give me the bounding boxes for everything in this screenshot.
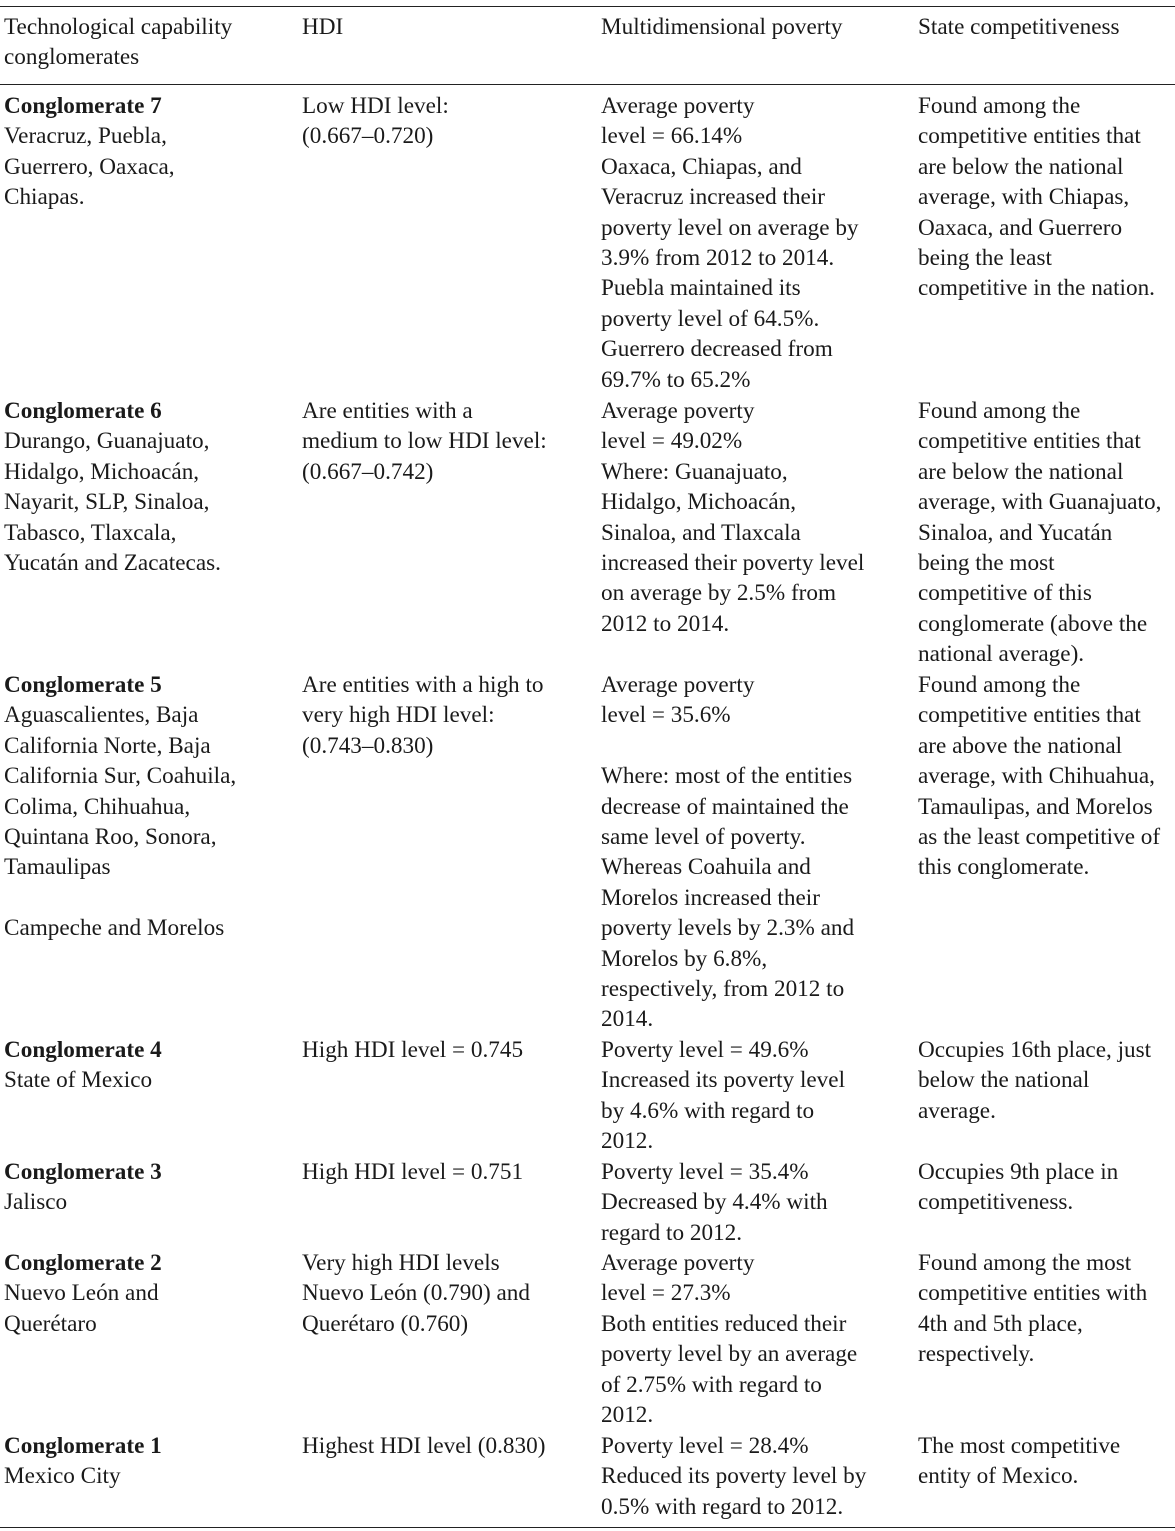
table-row-conglomerate-4-poverty: Poverty level = 49.6% Increased its poverty level by 4.6% with regard to 2012. xyxy=(601,1037,846,1155)
table-row-conglomerate-2-competitiveness: Found among the most competitive entities with 4th and 5th place, respectively. xyxy=(918,1250,1148,1368)
header-technological-capability: Technological capability conglomerates xyxy=(4,14,233,71)
table-bottom-rule xyxy=(0,1527,1175,1528)
row-title: Conglomerate 7 xyxy=(4,93,162,119)
table-row-conglomerate-5-hdi: Are entities with a high to very high HDI level: (0.743–0.830) xyxy=(302,672,544,759)
table-row-conglomerate-1-poverty: Poverty level = 28.4% Reduced its poverty level by 0.5% with regard to 2012. xyxy=(601,1433,867,1520)
header-state-competitiveness: State competitiveness xyxy=(918,14,1120,40)
table-row-conglomerate-3-poverty: Poverty level = 35.4% Decreased by 4.4% with regard to 2012. xyxy=(601,1159,828,1246)
row-title: Conglomerate 6 xyxy=(4,398,162,424)
table-row-conglomerate-7-states: Conglomerate 7 Veracruz, Puebla, Guerrero, Oaxaca, Chiapas. xyxy=(4,91,289,213)
table-row-conglomerate-1-states: Conglomerate 1 Mexico City xyxy=(4,1431,289,1492)
table-row-conglomerate-2-states: Conglomerate 2 Nuevo León and Querétaro xyxy=(4,1248,289,1339)
table-row-conglomerate-5-poverty: Average poverty level = 35.6% Where: most of the entities decrease of maintained the same level of poverty. Whereas Coahuila and Morelos increased their poverty levels by 2.3% and Morelos by 6.8%, respectively, from 2012 to 2014. xyxy=(601,672,855,1033)
table-row-conglomerate-5-states: Conglomerate 5 Aguascalientes, Baja California Norte, Baja California Sur, Coahuila, Colima, Chihuahua, Quintana Roo, Sonora, Tamaulipas Campeche and Morelos xyxy=(4,670,289,944)
table-row-conglomerate-5-competitiveness: Found among the competitive entities that are above the national average, with Chihuahua, Tamaulipas, and Morelos as the least competitive of this conglomerate. xyxy=(918,672,1161,881)
table-row-conglomerate-3-hdi: High HDI level = 0.751 xyxy=(302,1159,524,1185)
row-title: Conglomerate 5 xyxy=(4,672,162,698)
table-row-conglomerate-4-hdi: High HDI level = 0.745 xyxy=(302,1037,524,1063)
table-row-conglomerate-2-hdi: Very high HDI levels Nuevo León (0.790) and Querétaro (0.760) xyxy=(302,1250,530,1337)
row-title: Conglomerate 3 xyxy=(4,1159,162,1185)
table-row-conglomerate-4-states: Conglomerate 4 State of Mexico xyxy=(4,1035,289,1096)
header-rule xyxy=(0,84,1175,85)
table-row-conglomerate-1-hdi: Highest HDI level (0.830) xyxy=(302,1433,546,1459)
row-title: Conglomerate 2 xyxy=(4,1250,162,1276)
row-title: Conglomerate 1 xyxy=(4,1433,162,1459)
table-row-conglomerate-7-hdi: Low HDI level: (0.667–0.720) xyxy=(302,93,449,150)
table-row-conglomerate-6-states: Conglomerate 6 Durango, Guanajuato, Hidalgo, Michoacán, Nayarit, SLP, Sinaloa, Tabasco, Tlaxcala, Yucatán and Zacatecas. xyxy=(4,396,289,578)
table-row-conglomerate-2-poverty: Average poverty level = 27.3% Both entities reduced their poverty level by an average of 2.75% with regard to 2012. xyxy=(601,1250,858,1429)
table-row-conglomerate-6-hdi: Are entities with a medium to low HDI level: (0.667–0.742) xyxy=(302,398,547,485)
table-row-conglomerate-7-competitiveness: Found among the competitive entities that are below the national average, with Chiapas, Oaxaca, and Guerrero being the least competitive in the nation. xyxy=(918,93,1155,302)
table-row-conglomerate-7-poverty: Average poverty level = 66.14% Oaxaca, Chiapas, and Veracruz increased their poverty level on average by 3.9% from 2012 to 2014. Puebla maintained its poverty level of 64.5%. Guerrero decreased from 69.7% to 65.2% xyxy=(601,93,859,393)
header-multidimensional-poverty: Multidimensional poverty xyxy=(601,14,843,40)
table-row-conglomerate-4-competitiveness: Occupies 16th place, just below the national average. xyxy=(918,1037,1152,1124)
header-hdi: HDI xyxy=(302,14,344,40)
table-row-conglomerate-1-competitiveness: The most competitive entity of Mexico. xyxy=(918,1433,1121,1490)
table-row-conglomerate-3-competitiveness: Occupies 9th place in competitiveness. xyxy=(918,1159,1119,1216)
row-title: Conglomerate 4 xyxy=(4,1037,162,1063)
table-row-conglomerate-6-competitiveness: Found among the competitive entities that are below the national average, with Guanajuato, Sinaloa, and Yucatán being the most competitive of this conglomerate (above the national average). xyxy=(918,398,1162,668)
table-row-conglomerate-3-states: Conglomerate 3 Jalisco xyxy=(4,1157,289,1218)
table-row-conglomerate-6-poverty: Average poverty level = 49.02% Where: Guanajuato, Hidalgo, Michoacán, Sinaloa, and Tlaxcala increased their poverty level on average by 2.5% from 2012 to 2014. xyxy=(601,398,865,637)
table-top-rule xyxy=(0,6,1175,7)
